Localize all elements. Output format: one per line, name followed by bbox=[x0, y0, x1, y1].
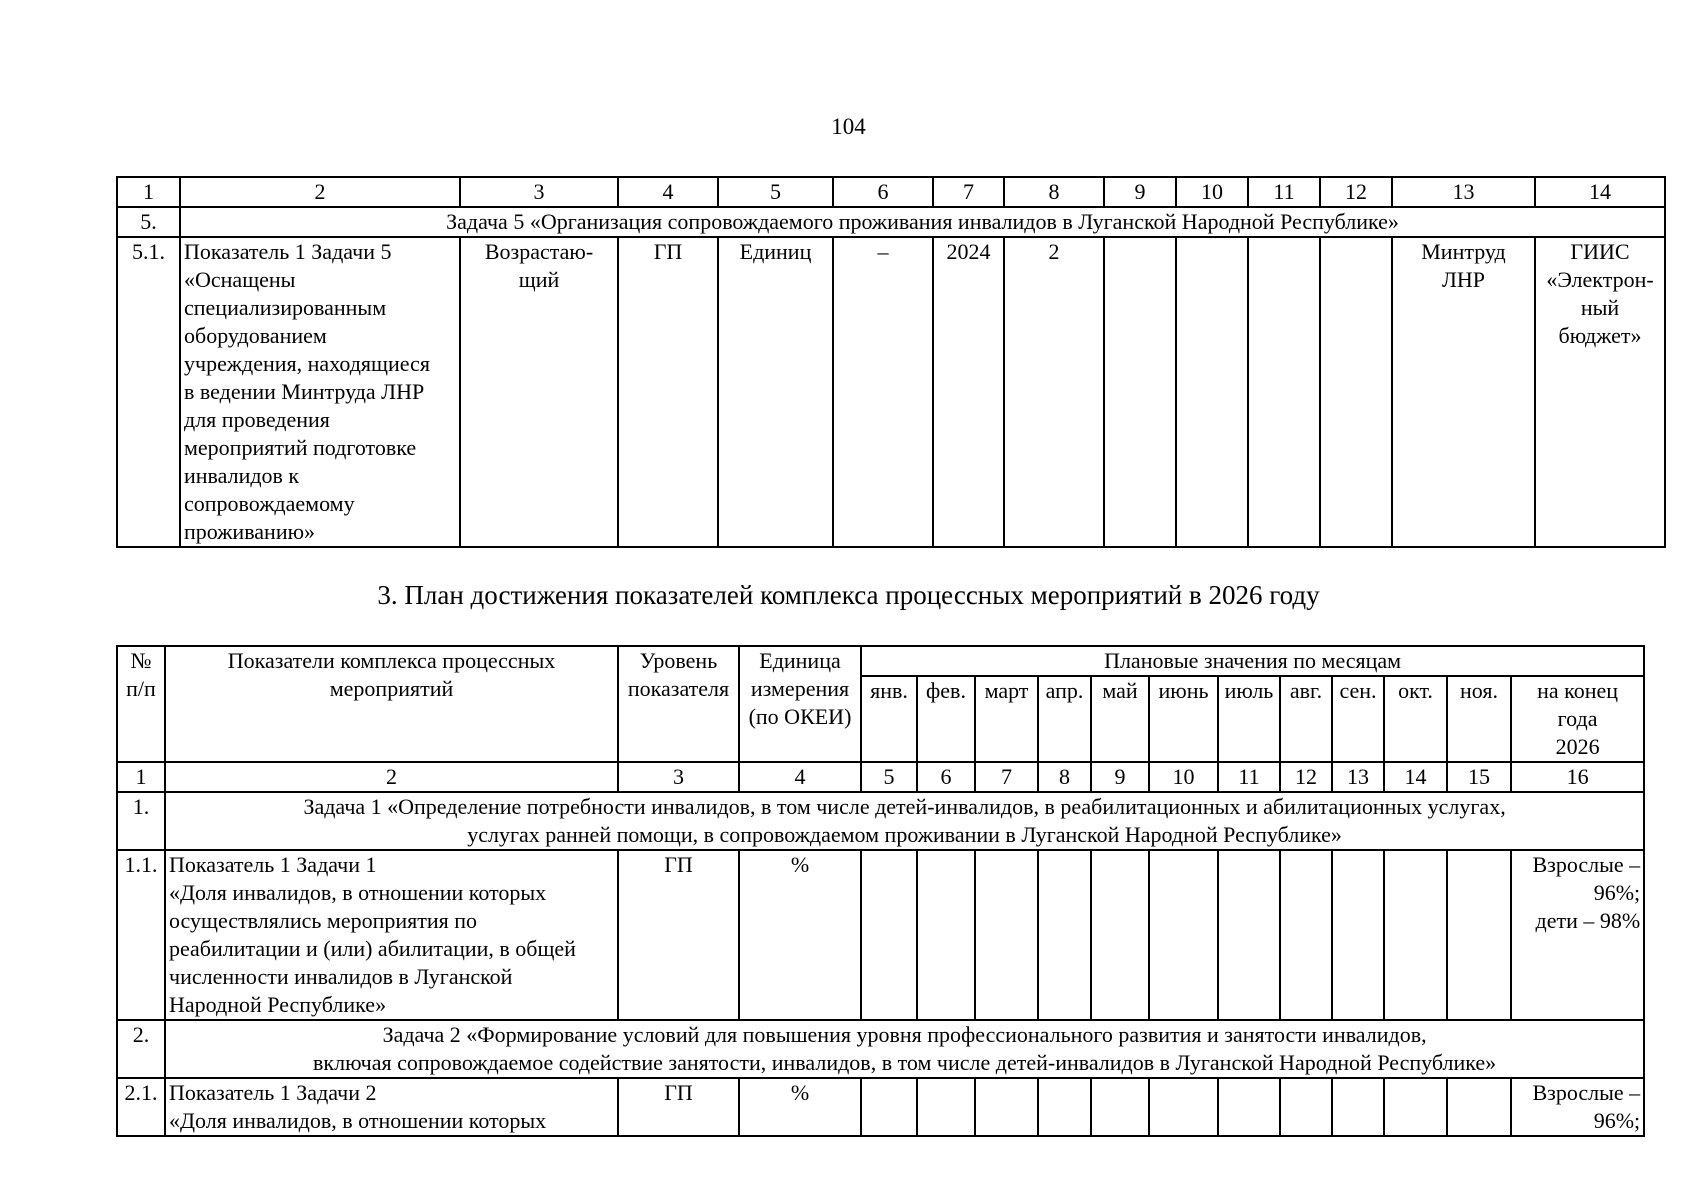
month-value-cell bbox=[1384, 850, 1447, 1020]
plan-column-number-row bbox=[117, 762, 1644, 792]
column-number: 8 bbox=[1038, 762, 1091, 792]
column-number: 4 bbox=[739, 762, 861, 792]
header-year-end: на конец года 2026 bbox=[1511, 676, 1644, 762]
column-number: 6 bbox=[833, 177, 933, 207]
header-month: ноя. bbox=[1447, 676, 1511, 762]
indicator-unit: % bbox=[739, 1078, 861, 1136]
column-number: 11 bbox=[1248, 177, 1320, 207]
indicator-name: Показатель 1 Задачи 5 «Оснащены специализированным оборудованием учреждения, находящиеся в ведении Минтруда ЛНР для проведения мероприятий подготовке инвалидов к сопровождаемому проживанию» bbox=[180, 237, 460, 547]
month-value-cell bbox=[1091, 850, 1149, 1020]
column-number: 16 bbox=[1511, 762, 1644, 792]
column-number: 3 bbox=[460, 177, 618, 207]
column-number: 12 bbox=[1280, 762, 1332, 792]
indicator-col9 bbox=[1104, 237, 1176, 547]
indicator-col8: 2 bbox=[1004, 237, 1104, 547]
column-number: 15 bbox=[1447, 762, 1511, 792]
column-number: 5 bbox=[718, 177, 833, 207]
column-number: 1 bbox=[117, 177, 180, 207]
task-row bbox=[117, 1020, 1644, 1078]
month-value-cell bbox=[1384, 1078, 1447, 1136]
month-value-cell bbox=[1218, 1078, 1280, 1136]
indicator-row bbox=[117, 237, 1665, 547]
header-level: Уровень показателя bbox=[618, 646, 739, 762]
column-number: 8 bbox=[1004, 177, 1104, 207]
column-number: 4 bbox=[618, 177, 718, 207]
header-unit: Единица измерения (по ОКЕИ) bbox=[739, 646, 861, 762]
header-month: окт. bbox=[1384, 676, 1447, 762]
indicator-number: 5.1. bbox=[117, 237, 180, 547]
header-month: сен. bbox=[1332, 676, 1384, 762]
month-value-cell bbox=[1332, 850, 1384, 1020]
indicator-unit: Единиц bbox=[718, 237, 833, 547]
column-number: 13 bbox=[1392, 177, 1535, 207]
indicator-row bbox=[117, 1078, 1644, 1136]
header-month: июль bbox=[1218, 676, 1280, 762]
section-title: 3. План достижения показателей комплекса процессных мероприятий в 2026 году bbox=[377, 580, 1320, 610]
month-value-cell bbox=[1038, 850, 1091, 1020]
column-number: 11 bbox=[1218, 762, 1280, 792]
month-value-cell bbox=[1149, 850, 1218, 1020]
task-text: Задача 1 «Определение потребности инвалидов, в том числе детей-инвалидов, в реабилитационных и абилитационных услугах, услугах ранней помощи, в сопровождаемом проживании в Луганской Народной Республике» bbox=[165, 792, 1644, 850]
header-planned-values: Плановые значения по месяцам bbox=[861, 646, 1644, 676]
month-value-cell bbox=[1280, 1078, 1332, 1136]
month-value-cell bbox=[917, 1078, 975, 1136]
header-month: март bbox=[975, 676, 1038, 762]
header-month: авг. bbox=[1280, 676, 1332, 762]
indicator-trend: Возрастаю- щий bbox=[460, 237, 618, 547]
column-number: 6 bbox=[917, 762, 975, 792]
indicator-row bbox=[117, 850, 1644, 1020]
month-value-cell bbox=[1038, 1078, 1091, 1136]
column-number: 12 bbox=[1320, 177, 1392, 207]
month-value-cell bbox=[975, 1078, 1038, 1136]
column-number: 10 bbox=[1176, 177, 1248, 207]
month-value-cell bbox=[1218, 850, 1280, 1020]
column-number: 7 bbox=[933, 177, 1004, 207]
task-row bbox=[117, 207, 1665, 237]
indicator-name: Показатель 1 Задачи 1 «Доля инвалидов, в отношении которых осуществлялись мероприятия по реабилитации и (или) абилитации, в общей численности инвалидов в Луганской Народной Республике» bbox=[165, 850, 618, 1020]
indicator-name: Показатель 1 Задачи 2 «Доля инвалидов, в отношении которых bbox=[165, 1078, 618, 1136]
month-value-cell bbox=[1149, 1078, 1218, 1136]
column-number: 9 bbox=[1104, 177, 1176, 207]
month-value-cell bbox=[1332, 1078, 1384, 1136]
header-num: № п/п bbox=[117, 646, 165, 762]
indicator-col7: 2024 bbox=[933, 237, 1004, 547]
header-month: июнь bbox=[1149, 676, 1218, 762]
column-number: 5 bbox=[861, 762, 917, 792]
task-number: 5. bbox=[117, 207, 180, 237]
column-number: 2 bbox=[180, 177, 460, 207]
month-value-cell bbox=[861, 1078, 917, 1136]
indicator-col11 bbox=[1248, 237, 1320, 547]
column-number: 1 bbox=[117, 762, 165, 792]
column-number: 13 bbox=[1332, 762, 1384, 792]
indicator-info-system: ГИИС «Электрон- ный бюджет» bbox=[1535, 237, 1665, 547]
column-number: 3 bbox=[618, 762, 739, 792]
page-number: 104 bbox=[831, 114, 866, 139]
task-row bbox=[117, 792, 1644, 850]
month-value-cell bbox=[1447, 850, 1511, 1020]
indicators-table-continuation bbox=[116, 176, 1666, 548]
month-value-cell bbox=[975, 850, 1038, 1020]
indicator-col6: – bbox=[833, 237, 933, 547]
task-text: Задача 5 «Организация сопровождаемого проживания инвалидов в Луганской Народной Республике» bbox=[180, 207, 1665, 237]
column-number: 7 bbox=[975, 762, 1038, 792]
year-end-value: Взрослые – 96%; bbox=[1511, 1078, 1644, 1136]
month-value-cell bbox=[917, 850, 975, 1020]
column-number: 14 bbox=[1535, 177, 1665, 207]
column-number: 10 bbox=[1149, 762, 1218, 792]
indicator-level: ГП bbox=[618, 237, 718, 547]
header-month: фев. bbox=[917, 676, 975, 762]
indicator-col12 bbox=[1320, 237, 1392, 547]
plan-table bbox=[116, 645, 1645, 1137]
column-number: 14 bbox=[1384, 762, 1447, 792]
indicator-level: ГП bbox=[618, 850, 739, 1020]
indicator-level: ГП bbox=[618, 1078, 739, 1136]
indicator-col10 bbox=[1176, 237, 1248, 547]
month-value-cell bbox=[1280, 850, 1332, 1020]
task-number: 1. bbox=[117, 792, 165, 850]
header-month: янв. bbox=[861, 676, 917, 762]
month-value-cell bbox=[861, 850, 917, 1020]
column-number: 9 bbox=[1091, 762, 1149, 792]
plan-header-row-1 bbox=[117, 646, 1644, 676]
indicator-unit: % bbox=[739, 850, 861, 1020]
indicator-number: 2.1. bbox=[117, 1078, 165, 1136]
header-indicators: Показатели комплекса процессных мероприятий bbox=[165, 646, 618, 762]
month-value-cell bbox=[1447, 1078, 1511, 1136]
indicator-number: 1.1. bbox=[117, 850, 165, 1020]
column-number: 2 bbox=[165, 762, 618, 792]
year-end-value: Взрослые – 96%; дети – 98% bbox=[1511, 850, 1644, 1020]
column-number-row bbox=[117, 177, 1665, 207]
month-value-cell bbox=[1091, 1078, 1149, 1136]
task-text: Задача 2 «Формирование условий для повышения уровня профессионального развития и занятости инвалидов, включая сопровождаемое содействие занятости, инвалидов, в том числе детей-инвалидов в Луганской Народной Республике» bbox=[165, 1020, 1644, 1078]
header-month: май bbox=[1091, 676, 1149, 762]
task-number: 2. bbox=[117, 1020, 165, 1078]
indicator-responsible: Минтруд ЛНР bbox=[1392, 237, 1535, 547]
header-month: апр. bbox=[1038, 676, 1091, 762]
